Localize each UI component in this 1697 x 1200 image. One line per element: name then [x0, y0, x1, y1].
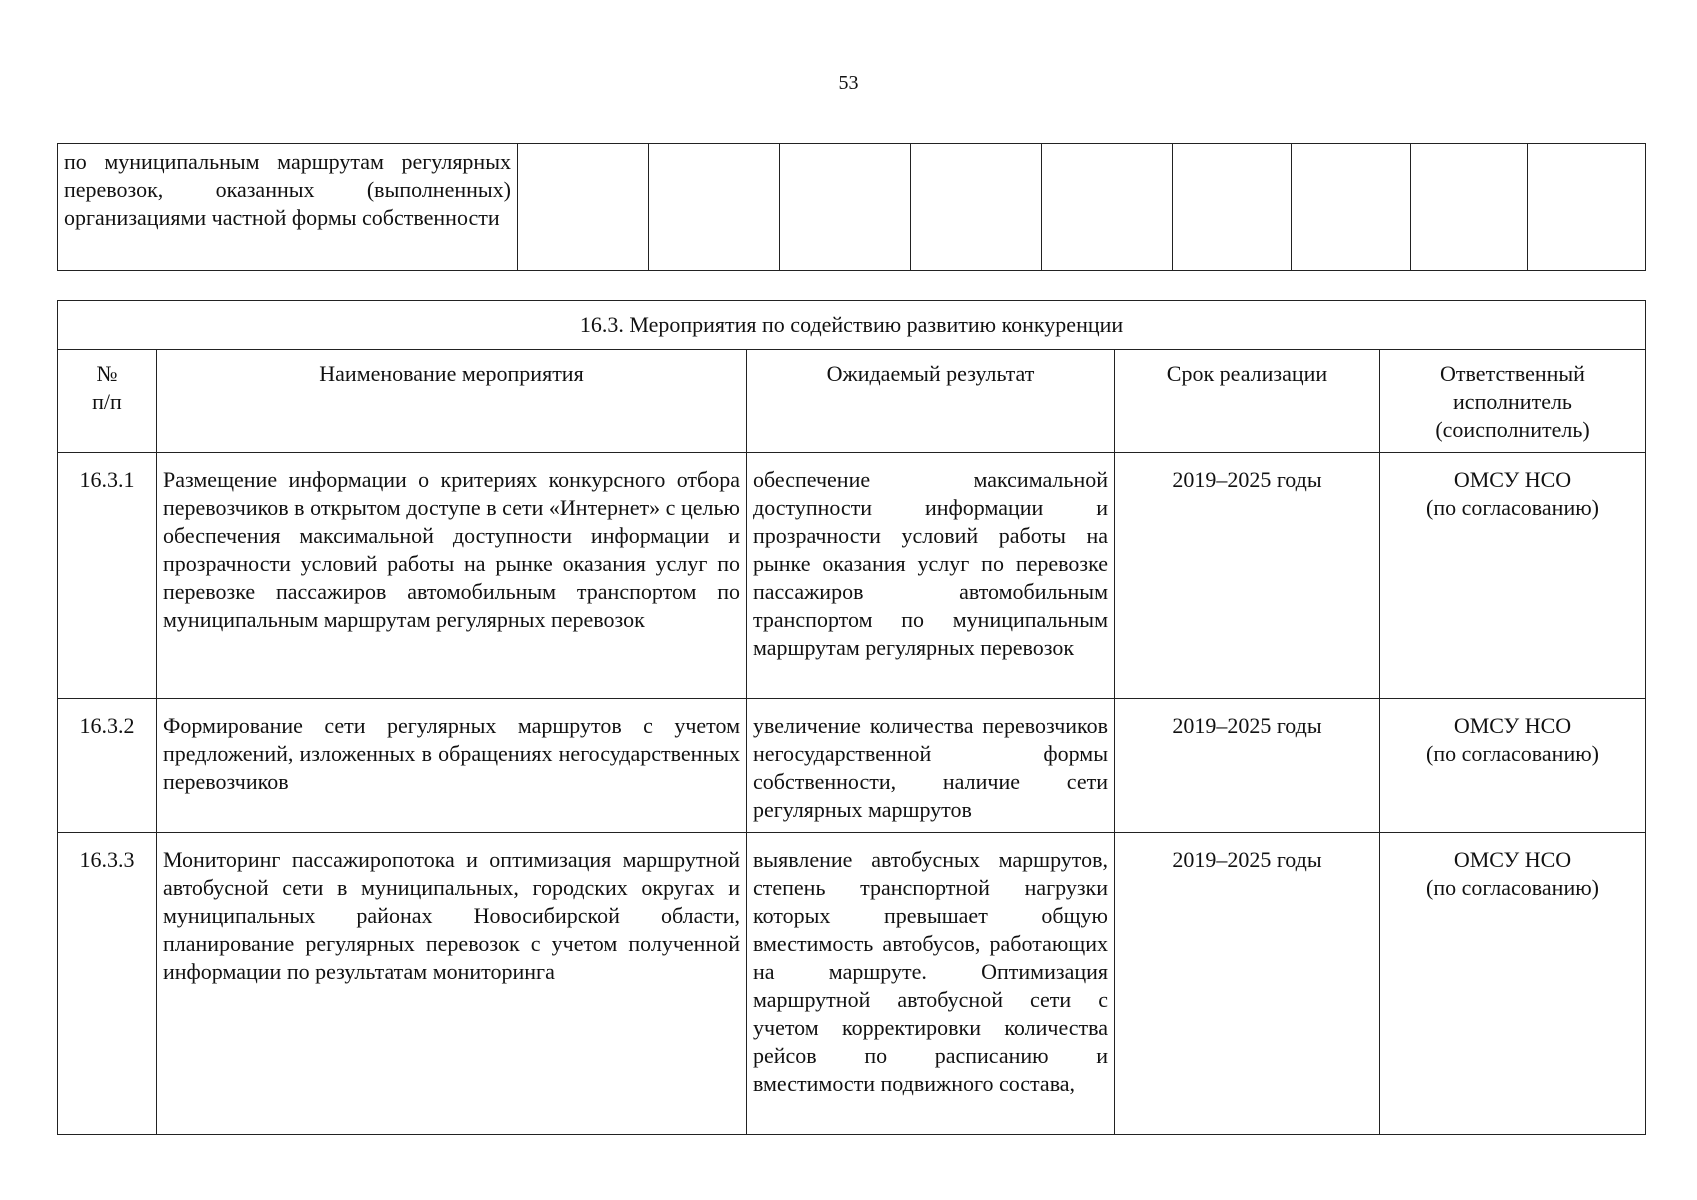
row-number: 16.3.3 — [58, 833, 157, 1135]
row-result: увеличение количества перевозчиков негосударственной формы собственности, наличие сети регулярных маршрутов — [747, 699, 1115, 833]
row-term: 2019–2025 годы — [1115, 833, 1380, 1135]
measures-table — [57, 300, 1646, 1135]
table-caption-row — [58, 301, 1646, 350]
row-resp-line2: (по согласованию) — [1426, 495, 1599, 520]
header-resp-line2: исполнитель — [1453, 389, 1572, 414]
row-resp-line1: ОМСУ НСО — [1453, 713, 1572, 738]
row-resp-line2: (по согласованию) — [1426, 875, 1599, 900]
header-num-line2: п/п — [92, 389, 122, 414]
row-result: выявление автобусных маршрутов, степень транспортной нагрузки которых превышает общую вместимость автобусов, работающих на маршруте. Оптимизация маршрутной автобусной сети с учетом корректировки количества рейсов по расписанию и вместимости подвижного состава, — [747, 833, 1115, 1135]
header-term: Срок реализации — [1115, 350, 1380, 453]
row-resp-line2: (по согласованию) — [1426, 741, 1599, 766]
header-num-line1: № — [96, 361, 118, 386]
header-name: Наименование мероприятия — [157, 350, 747, 453]
header-result: Ожидаемый результат — [747, 350, 1115, 453]
row-term: 2019–2025 годы — [1115, 453, 1380, 699]
continuation-text: по муниципальным маршрутам регулярных перевозок, оказанных (выполненных) организациями частной формы собственности — [58, 144, 518, 271]
empty-cell — [1042, 144, 1173, 271]
continuation-row — [58, 144, 1646, 271]
table-row — [58, 699, 1646, 833]
row-responsible — [1380, 699, 1646, 833]
empty-cell — [1292, 144, 1411, 271]
header-num — [58, 350, 157, 453]
header-row — [58, 350, 1646, 453]
row-responsible — [1380, 833, 1646, 1135]
empty-cell — [780, 144, 911, 271]
row-number: 16.3.1 — [58, 453, 157, 699]
row-resp-line1: ОМСУ НСО — [1453, 467, 1572, 492]
header-responsible — [1380, 350, 1646, 453]
row-name: Формирование сети регулярных маршрутов с учетом предложений, изложенных в обращениях негосударственных перевозчиков — [157, 699, 747, 833]
empty-cell — [649, 144, 780, 271]
row-term: 2019–2025 годы — [1115, 699, 1380, 833]
row-resp-line1: ОМСУ НСО — [1453, 847, 1572, 872]
row-name: Размещение информации о критериях конкурсного отбора перевозчиков в открытом доступе в сети «Интернет» с целью обеспечения максимальной доступности информации и прозрачности условий работы на рынке оказания услуг по перевозке пассажиров автомобильным транспортом по муниципальным маршрутам регулярных перевозок — [157, 453, 747, 699]
page-number: 53 — [838, 72, 859, 94]
header-resp-line3: (соисполнитель) — [1435, 417, 1590, 442]
section-caption: 16.3. Мероприятия по содействию развитию конкуренции — [58, 301, 1646, 350]
table-row — [58, 833, 1646, 1135]
empty-cell — [518, 144, 649, 271]
row-number: 16.3.2 — [58, 699, 157, 833]
empty-cell — [1411, 144, 1528, 271]
empty-cell — [911, 144, 1042, 271]
row-result: обеспечение максимальной доступности информации и прозрачности условий работы на рынке оказания услуг по перевозке пассажиров автомобильным транспортом по муниципальным маршрутам регулярных перевозок — [747, 453, 1115, 699]
empty-cell — [1528, 144, 1646, 271]
row-responsible — [1380, 453, 1646, 699]
row-name: Мониторинг пассажиропотока и оптимизация маршрутной автобусной сети в муниципальных, городских округах и муниципальных районах Новосибирской области, планирование регулярных перевозок с учетом полученной информации по результатам мониторинга — [157, 833, 747, 1135]
header-resp-line1: Ответственный — [1440, 361, 1585, 386]
empty-cell — [1173, 144, 1292, 271]
table-row — [58, 453, 1646, 699]
continuation-table — [57, 143, 1646, 271]
